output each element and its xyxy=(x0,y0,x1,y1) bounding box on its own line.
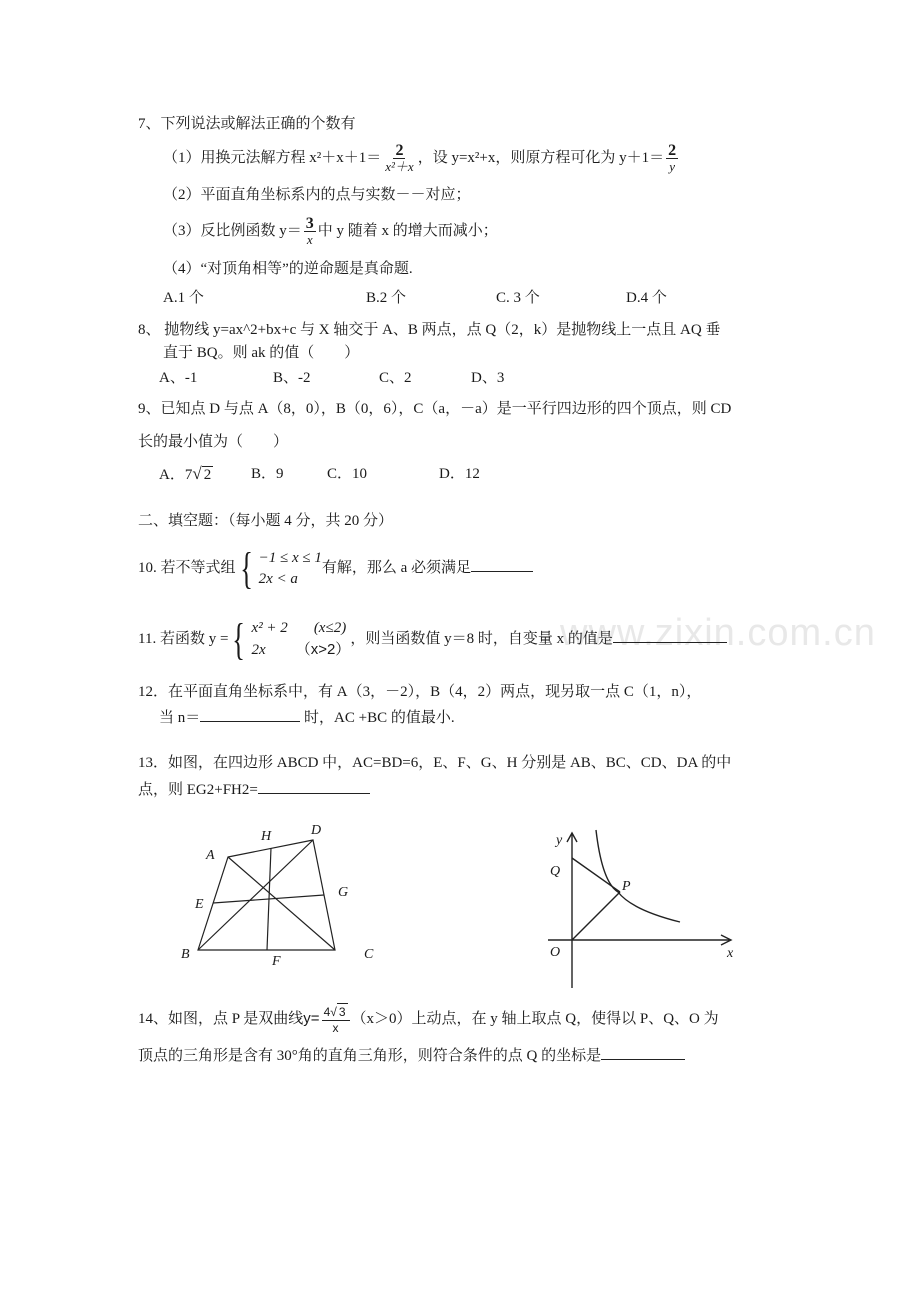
q7-statement-4: （4）“对顶角相等”的逆命题是真命题. xyxy=(163,261,413,277)
label-c: C xyxy=(364,947,374,962)
q11-prefix: 11. 若函数 y = xyxy=(138,631,229,647)
q9-option-c: C．10 xyxy=(327,466,368,482)
q7-option-c: C. 3 个 xyxy=(496,290,540,306)
q7-s1-numerator-2: 2 xyxy=(668,142,677,159)
q12-line-2 xyxy=(159,705,455,729)
quadrilateral-figure xyxy=(175,815,385,970)
label-a: A xyxy=(206,848,215,863)
q7-s3-text-a: （3）反比例函数 y＝ xyxy=(163,222,302,239)
q11-answer-blank[interactable] xyxy=(613,626,727,643)
q9-option-a-radicand: 2 xyxy=(203,467,212,483)
segment-op xyxy=(572,892,620,940)
hyperbola-curve xyxy=(596,830,680,922)
q9-option-b: B．9 xyxy=(251,466,284,482)
q13-line-2 xyxy=(138,777,370,801)
q11-row-1-expr: x² + 2 xyxy=(251,620,288,637)
q12-text-b: 时，AC +BC 的值最小. xyxy=(300,710,455,726)
q14-num-radicand: 3 xyxy=(338,1005,346,1019)
q9-option-d: D．12 xyxy=(439,466,480,482)
q12-text-a: 当 n＝ xyxy=(159,710,201,726)
q7-stem: 7、下列说法或解法正确的个数有 xyxy=(138,116,356,132)
q7-s1-numerator: 2 xyxy=(395,142,404,159)
watermark: www.zixin.com.cn xyxy=(560,612,876,654)
q7-option-d: D.4 个 xyxy=(626,290,667,306)
q11-piecewise xyxy=(228,614,351,664)
axis-label-y: y xyxy=(556,833,563,848)
q12-answer-blank[interactable] xyxy=(200,705,300,722)
q14-text: 顶点的三角形是含有 30°角的直角三角形，则符合条件的点 Q 的坐标是 xyxy=(138,1048,602,1064)
q13-text: 点，则 EG2+FH2= xyxy=(138,782,258,798)
q9-option-a xyxy=(159,463,213,486)
q7-s1-fraction-2 xyxy=(666,143,678,174)
q8-option-d: D、3 xyxy=(471,370,505,386)
label-h: H xyxy=(261,829,272,844)
q7-s1-denominator-2: y xyxy=(669,159,676,174)
hyperbola-figure xyxy=(540,820,745,990)
q9-line-2: 长的最小值为（ ） xyxy=(138,434,289,450)
label-o: O xyxy=(550,945,561,960)
label-b: B xyxy=(181,947,190,962)
q14-line-2 xyxy=(138,1043,685,1067)
q8-option-b: B、-2 xyxy=(273,370,311,386)
label-p: P xyxy=(622,879,631,894)
label-d: D xyxy=(311,823,322,838)
label-f: F xyxy=(272,954,281,969)
q7-statement-3 xyxy=(163,216,498,247)
q10-prefix: 10. 若不等式组 xyxy=(138,560,236,576)
segment-qp xyxy=(572,858,620,892)
left-brace-icon: { xyxy=(232,614,246,664)
q7-s1-denominator: x²＋x xyxy=(385,159,414,174)
q9-option-a-coef: A．7 xyxy=(159,467,193,483)
q14-line-1 xyxy=(138,1003,719,1036)
q7-statement-2: （2）平面直角坐标系内的点与实数－－对应； xyxy=(163,187,471,203)
q8-option-c: C、2 xyxy=(379,370,412,386)
q7-s3-numerator: 3 xyxy=(305,215,314,232)
q10-row-2: 2x < a xyxy=(258,570,298,587)
q7-s1-text-a: （1）用换元法解方程 x²＋x＋1＝ xyxy=(163,149,382,166)
q12-line-1: 12．在平面直角坐标系中，有 A（3，－2），B（4，2）两点，现另取一点 C（1，n）， xyxy=(138,684,702,700)
q13-line-1: 13．如图，在四边形 ABCD 中，AC=BD=6，E、F、G、H 分别是 AB、BC、CD、DA 的中 xyxy=(138,755,732,771)
q11-suffix: ，则当函数值 y＝8 时，自变量 x 的值是 xyxy=(350,631,613,647)
q14-answer-blank[interactable] xyxy=(601,1043,685,1060)
q10-answer-blank[interactable] xyxy=(471,555,533,572)
q8-line-2: 直于 BQ。则 ak 的值（ ） xyxy=(163,345,360,361)
axis-label-x: x xyxy=(727,946,734,961)
q7-option-a: A.1 个 xyxy=(163,290,204,306)
q11-row-2-expr: 2x xyxy=(251,642,266,659)
q8-option-a: A、-1 xyxy=(159,370,198,386)
q7-s1-fraction xyxy=(383,143,415,174)
q13-answer-blank[interactable] xyxy=(258,777,370,794)
q14-suffix: （x＞0）上动点，在 y 轴上取点 Q，使得以 P、Q、O 为 xyxy=(351,1010,719,1027)
q7-s3-text-b: 中 y 随着 x 的增大而减小； xyxy=(317,222,498,239)
q11-row-2-cond: （x>2） xyxy=(295,641,351,659)
section-2-heading: 二、填空题：（每小题 4 分，共 20 分） xyxy=(138,513,394,529)
radical-sign: √ xyxy=(192,464,202,483)
label-e: E xyxy=(195,897,204,912)
q7-s3-denominator: x xyxy=(306,232,313,247)
q11-row-1-cond: (x≤2) xyxy=(313,620,347,637)
label-q: Q xyxy=(550,864,561,879)
q7-s3-fraction xyxy=(304,216,316,247)
q10-row-1: −1 ≤ x ≤ 1 xyxy=(258,549,322,566)
q7-statement-1 xyxy=(163,143,680,174)
q10-system xyxy=(236,543,322,593)
q14-y-eq: y= xyxy=(303,1009,320,1027)
q8-line-1: 8、 抛物线 y=ax^2+bx+c 与 X 轴交于 A、B 两点，点 Q（2，k）是抛物线上一点且 AQ 垂 xyxy=(138,322,721,338)
q14-fraction xyxy=(322,1003,350,1036)
label-g: G xyxy=(338,885,349,900)
q7-s1-text-b: ，设 y=x²+x，则原方程可化为 y＋1＝ xyxy=(417,149,665,166)
q14-denominator: x xyxy=(332,1021,339,1035)
radical-sign: √ xyxy=(330,1005,337,1019)
q7-option-b: B.2 个 xyxy=(366,290,407,306)
q10 xyxy=(138,543,533,593)
left-brace-icon: { xyxy=(239,543,253,593)
q9-line-1: 9、已知点 D 与点 A（8，0），B（0，6），C（a，－a）是一平行四边形的四个顶点，则 CD xyxy=(138,401,732,417)
q10-suffix: 有解，那么 a 必须满足 xyxy=(321,560,472,576)
q14-prefix: 14、如图，点 P 是双曲线 xyxy=(138,1010,304,1027)
q14-num-coef: 4 xyxy=(323,1005,331,1019)
quadrilateral-abcd xyxy=(198,840,335,950)
